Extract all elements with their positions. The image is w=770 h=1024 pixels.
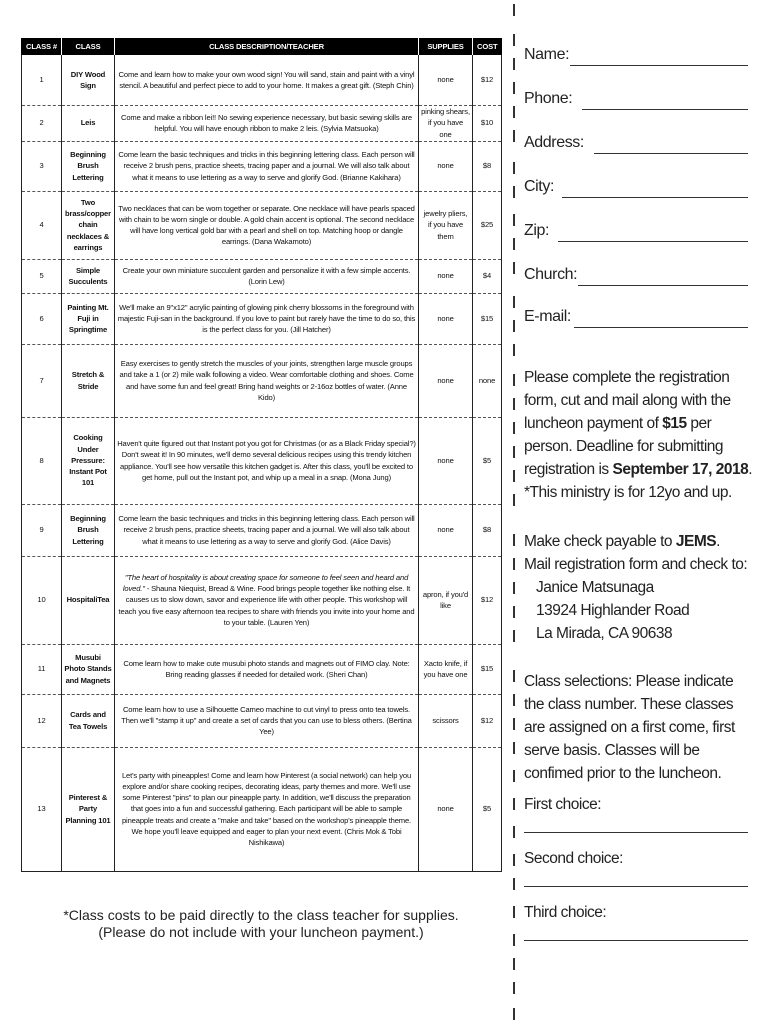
class-cost: $8 (473, 504, 502, 556)
church-line[interactable] (578, 285, 748, 286)
class-supplies: Xacto knife, if you have one (419, 644, 473, 694)
class-name: DIY Wood Sign (62, 55, 115, 105)
table-row (22, 504, 502, 556)
church-label: Church: (524, 266, 578, 283)
mail-address-city: La Mirada, CA 90638 (536, 625, 673, 642)
class-supplies: none (419, 747, 473, 871)
class-cost: $15 (473, 644, 502, 694)
second-choice-label: Second choice: (524, 850, 623, 867)
table-row (22, 191, 502, 259)
age-note: *This ministry is for 12yo and up. (524, 484, 732, 501)
class-name: Beginning Brush Lettering (62, 504, 115, 556)
class-supplies: jewelry pliers, if you have them (419, 191, 473, 259)
class-supplies: apron, if you'd like (419, 556, 473, 644)
class-cost: $8 (473, 141, 502, 191)
address-field[interactable] (524, 124, 748, 154)
class-number: 13 (22, 747, 62, 871)
class-supplies: none (419, 55, 473, 105)
class-name: Stretch & Stride (62, 344, 115, 417)
class-cost: $12 (473, 694, 502, 747)
class-description (115, 556, 419, 644)
class-supplies: none (419, 504, 473, 556)
instructions-text-2: per person. Deadline for submitting registration is (524, 415, 724, 478)
class-supplies: none (419, 344, 473, 417)
class-number: 1 (22, 55, 62, 105)
class-description: Two necklaces that can be worn together or separate. One necklace will have pearls spaced with chain to be worn single or double. A gold chain accent is optional. The second necklace will have long vertical gold bar with a pearl and shell on top. Matching hoop or dangle earrings. (Dana Wakamoto) (115, 191, 419, 259)
table-row (22, 556, 502, 644)
class-supplies: none (419, 141, 473, 191)
instructions-period: . (748, 461, 753, 478)
name-label: Name: (524, 46, 570, 63)
table-row (22, 293, 502, 344)
class-name: Leis (62, 105, 115, 141)
hospitality-quote: "The heart of hospitality is about creating space for someone to feel seen and heard and loved." (122, 572, 409, 594)
class-number: 4 (22, 191, 62, 259)
church-field[interactable] (524, 256, 748, 286)
table-row (22, 55, 502, 105)
payable-text: Make check payable to (524, 533, 673, 550)
header-class: CLASS (62, 38, 115, 55)
class-supplies: pinking shears, if you have one (419, 105, 473, 141)
class-number: 11 (22, 644, 62, 694)
mail-address-name: Janice Matsunaga (536, 579, 654, 596)
table-row (22, 747, 502, 871)
class-supplies: none (419, 417, 473, 504)
third-choice-label: Third choice: (524, 904, 607, 921)
class-cost: $5 (473, 747, 502, 871)
luncheon-price: $15 (662, 415, 687, 432)
payable-period: . (716, 533, 720, 550)
class-description: Create your own miniature succulent garden and personalize it with a few simple accents. (Lorin Lew) (115, 259, 419, 293)
class-description: We'll make an 9"x12" acrylic painting of glowing pink cherry blossoms in the foreground with majestic Fuji-san in the background. If you love to paint but rarely have the time to do so, this is the perfect class for you. (Jill Hatcher) (115, 293, 419, 344)
table-row (22, 105, 502, 141)
instructions-text-1: Please complete the registration form, cut and mail along with the luncheon payment of (524, 369, 731, 432)
class-name: Cards and Tea Towels (62, 694, 115, 747)
class-cost: none (473, 344, 502, 417)
footnote-line-2: (Please do not include with your luncheon payment.) (98, 924, 424, 940)
class-table (21, 38, 502, 872)
class-supplies: scissors (419, 694, 473, 747)
first-choice-label: First choice: (524, 796, 602, 813)
phone-field[interactable] (524, 80, 748, 110)
table-row (22, 694, 502, 747)
class-supplies: none (419, 259, 473, 293)
class-cost: $12 (473, 556, 502, 644)
class-number: 2 (22, 105, 62, 141)
class-name: Simple Succulents (62, 259, 115, 293)
table-header-row (22, 38, 502, 55)
first-choice-line[interactable] (524, 832, 748, 833)
table-row (22, 344, 502, 417)
class-description: Come learn the basic techniques and tricks in this beginning lettering class. Each person will receive 2 brush pens, practice sheets, tracing paper and a journal. We will also talk about what it means to use lettering as a way to serve and glorify God. (Alice Davis) (115, 504, 419, 556)
class-number: 7 (22, 344, 62, 417)
class-name: Painting Mt. Fuji in Springtime (62, 293, 115, 344)
hospitality-desc: - Shauna Niequist, Bread & Wine. Food brings people together like nothing else. It causes us to slow down, savor and experience life with other people. This workshop will teach you five easy afternoon tea recipes to share with friends you invite into your home and to your table. (Lauren Yen) (118, 584, 415, 627)
third-choice-line[interactable] (524, 940, 748, 941)
table-row (22, 141, 502, 191)
class-number: 10 (22, 556, 62, 644)
class-name: HospitaliTea (62, 556, 115, 644)
deadline-date: September 17, 2018 (612, 461, 749, 478)
first-choice-field[interactable] (524, 796, 748, 833)
email-label: E-mail: (524, 308, 571, 325)
table-row (22, 644, 502, 694)
email-field[interactable] (524, 298, 748, 328)
cut-line (513, 0, 515, 1024)
class-cost: $25 (473, 191, 502, 259)
header-class-number: CLASS # (22, 38, 62, 55)
class-description: Come learn how to use a Silhouette Cameo machine to cut vinyl to press onto tea towels. Then we'll "stamp it up" and create a set of cards that you can use to bless others. (Bertina Yee) (115, 694, 419, 747)
class-supplies: none (419, 293, 473, 344)
class-cost: $5 (473, 417, 502, 504)
cost-footnote (21, 907, 501, 941)
payee-name: JEMS (675, 533, 717, 550)
name-line[interactable] (570, 65, 748, 66)
mail-instruction: Mail registration form and check to: (524, 556, 748, 573)
header-supplies: SUPPLIES (419, 38, 473, 55)
payment-info (524, 530, 754, 645)
city-line[interactable] (562, 197, 748, 198)
class-cost: $4 (473, 259, 502, 293)
header-description: CLASS DESCRIPTION/TEACHER (115, 38, 419, 55)
phone-label: Phone: (524, 90, 573, 107)
class-description: Haven't quite figured out that Instant pot you got for Christmas (or as a Black Friday special?) Don't sweat it! In 90 minutes, we'll demo several delicious recipes using this trendy kitchen appliance. You'll see how versatile this kitchen gadget is. After this class, you'll be excited to get home, pull out the Instant pot, and whip up a meal in a snap. (Mona Jung) (115, 417, 419, 504)
zip-field[interactable] (524, 212, 748, 242)
header-cost: COST (473, 38, 502, 55)
name-field[interactable] (524, 36, 748, 66)
class-description: Come and learn how to make your own wood sign! You will sand, stain and paint with a vinyl stencil. A beautiful and perfect piece to add to your home. It makes a great gift. (Steph Chin) (115, 55, 419, 105)
mail-address-street: 13924 Highlander Road (536, 602, 690, 619)
second-choice-field[interactable] (524, 850, 748, 887)
phone-line[interactable] (582, 109, 748, 110)
class-number: 12 (22, 694, 62, 747)
table-row (22, 259, 502, 293)
footnote-line-1: *Class costs to be paid directly to the class teacher for supplies. (63, 907, 459, 923)
class-cost: $10 (473, 105, 502, 141)
class-number: 3 (22, 141, 62, 191)
city-field[interactable] (524, 168, 748, 198)
class-number: 9 (22, 504, 62, 556)
instructions (524, 366, 754, 504)
class-table-container (21, 38, 501, 872)
class-selection-info: Class selections: Please indicate the class number. These classes are assigned on a first come, first serve basis. Classes will be confimed prior to the luncheon. (524, 673, 735, 782)
class-cost: $12 (473, 55, 502, 105)
zip-line[interactable] (558, 241, 748, 242)
class-cost: $15 (473, 293, 502, 344)
class-number: 5 (22, 259, 62, 293)
third-choice-field[interactable] (524, 904, 748, 941)
class-description: Easy exercises to gently stretch the muscles of your joints, strengthen large muscle groups and take a 1 (or 2) mile walk following a video. Wear comfortable clothing and shoes. Come and have some fun and feel great! Bring hand weights or 2-16oz bottles of water. (Anne Kido) (115, 344, 419, 417)
email-line[interactable] (574, 327, 748, 328)
class-description: Come learn how to make cute musubi photo stands and magnets out of FIMO clay. Note: Bring reading glasses if needed for detailed work. (Sheri Chan) (115, 644, 419, 694)
zip-label: Zip: (524, 222, 550, 239)
address-label: Address: (524, 134, 584, 151)
class-description: Let's party with pineapples! Come and learn how Pinterest (a social network) can help you explore and/or share cooking recipes, decorating ideas, party themes and more. We'll use some Pinterest "pins" to plan our pineapple party. In addition, we'll discuss the preparation that goes into a fun and successful gathering. Each participant will be able to sample pineapple treats and create a "make and take" based on the workshop's pineapple theme. We hope you'll leave equipped and eager to plan your next event. (Chris Mok & Tobi Nishikawa) (115, 747, 419, 871)
city-label: City: (524, 178, 555, 195)
class-number: 8 (22, 417, 62, 504)
address-line[interactable] (594, 153, 748, 154)
class-description: Come and make a ribbon lei!! No sewing experience necessary, but basic sewing skills are helpful. You will have enough ribbon to make 2 leis. (Sylvia Matsuoka) (115, 105, 419, 141)
class-description: Come learn the basic techniques and tricks in this beginning lettering class. Each person will receive 2 brush pens, practice sheets, tracing paper and a journal. We will also talk about what it means to use lettering as a way to serve and glorify God. (Brianne Kakihara) (115, 141, 419, 191)
class-name: Beginning Brush Lettering (62, 141, 115, 191)
class-name: Two brass/copper chain necklaces & earrings (62, 191, 115, 259)
class-name: Musubi Photo Stands and Magnets (62, 644, 115, 694)
class-name: Cooking Under Pressure: Instant Pot 101 (62, 417, 115, 504)
table-row (22, 417, 502, 504)
second-choice-line[interactable] (524, 886, 748, 887)
class-name: Pinterest & Party Planning 101 (62, 747, 115, 871)
class-number: 6 (22, 293, 62, 344)
